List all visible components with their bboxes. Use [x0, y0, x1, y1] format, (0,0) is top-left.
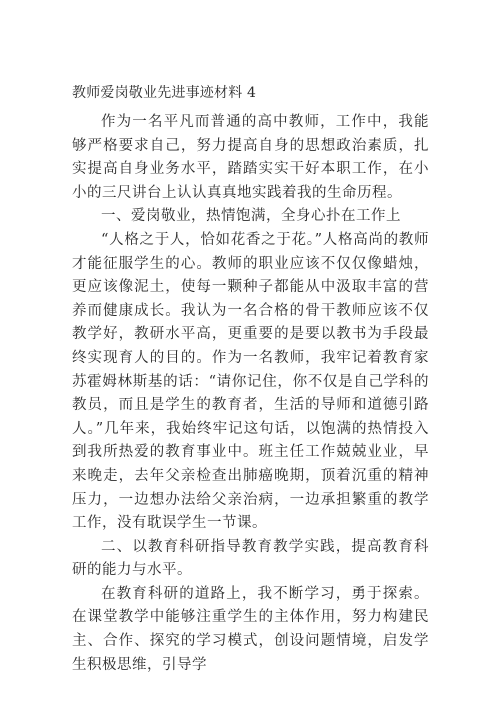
section-2-paragraph: 在教育科研的道路上，我不断学习，勇于探索。在课堂教学中能够注重学生的主体作用，努力构建民主、合作、探究的学习模式，创设问题情境，启发学生积极思维，引导学 — [72, 585, 429, 673]
section-heading-1: 一、爱岗敬业，热情饱满，全身心扑在工作上 — [101, 208, 401, 225]
section-heading-2: 二、以教育科研指导教育教学实践，提高教育科研的能力与水平。 — [72, 538, 429, 579]
document-body — [72, 111, 429, 677]
section-1-paragraph: “人格之于人，恰如花香之于花。”人格高尚的教师才能征服学生的心。教师的职业应该不仅仅像蜡烛，更应该像泥土，使每一颗种子都能从中汲取丰富的营养而健康成长。我认为一名合格的骨干教师应该不仅教学好，教研水平高，更重要的是要以教书为手段最终实现育人的目的。作为一名教师，我牢记着教育家苏霍姆林斯基的话：“请你记住，你不仅是自己学科的教员，而且是学生的教育者，生活的导师和道德引路人。”几年来，我始终牢记这句话，以饱满的热情投入到我所热爱的教育事业中。班主任工作兢兢业业，早来晚走，去年父亲检查出肺癌晚期，顶着沉重的精神压力，一边想办法给父亲治病，一边承担繁重的教学工作，没有耽误学生一节课。 — [72, 231, 429, 532]
document-title: 教师爱岗敬业先进事迹材料 4 — [72, 85, 257, 101]
intro-paragraph: 作为一名平凡而普通的高中教师，工作中，我能够严格要求自己，努力提高自身的思想政治素质，扎实提高自身业务水平，踏踏实实干好本职工作，在小小的三尺讲台上认认真真地实践着我的生命历程。 — [72, 114, 429, 201]
